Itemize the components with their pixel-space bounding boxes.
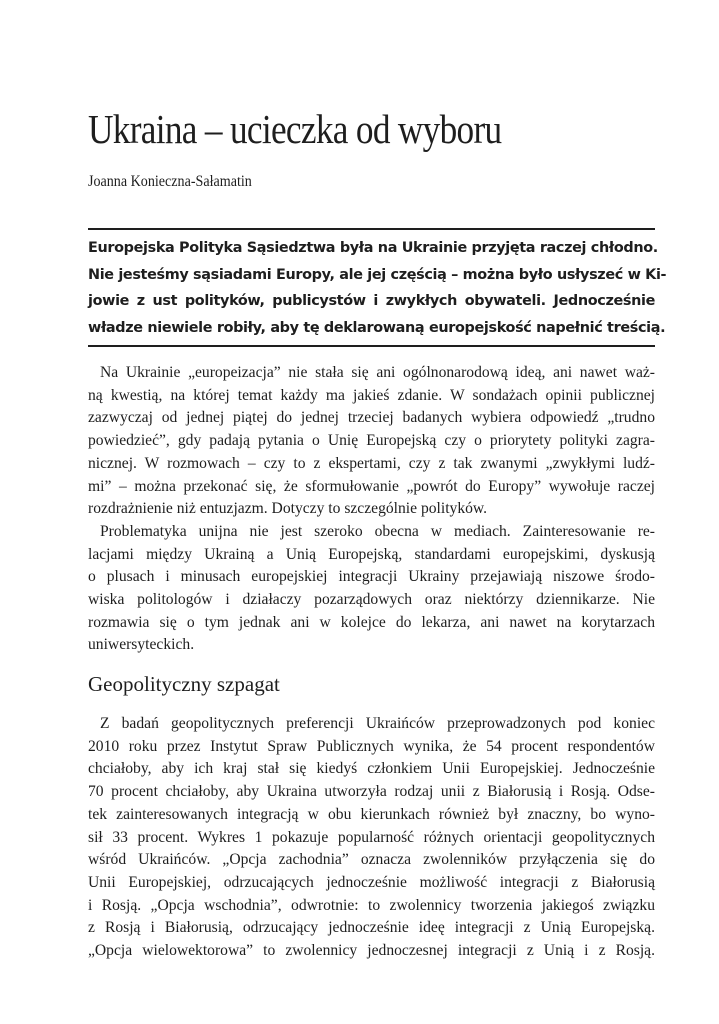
- paragraph-line: 70 procent chciałoby, aby Ukraina utworzyła rodzaj unii z Białorusią i Rosją. Odse-: [88, 783, 655, 801]
- abstract-line: jowie z ust polityków, publicystów i zwykłych obywateli. Jednocześnie: [88, 293, 655, 309]
- paragraph-line: Unii Europejskiej, odrzucających jednocześnie możliwość integracji z Białorusią: [88, 873, 655, 891]
- paragraph-line: zazwyczaj od jednej piątej do jednej trzeciej badanych wybiera odpowiedź „trudno: [88, 409, 655, 427]
- article-title: Ukraina – ucieczka od wyboru: [88, 106, 502, 152]
- paragraph-line: powiedzieć”, gdy padają pytania o Unię Europejską czy o priorytety polityki zagra-: [88, 432, 655, 450]
- abstract-top-rule: [88, 228, 655, 230]
- paragraph-line: wiska politologów i działaczy pozarządowych oraz niektórzy dziennikarze. Nie: [88, 591, 655, 609]
- paragraph-line: z Rosją i Białorusią, odrzucający jednocześnie ideę integracji z Unią Europejską.: [88, 919, 655, 937]
- paragraph-line: Na Ukrainie „europeizacja” nie stała się ani ogólnonarodową ideą, ani nawet waż-: [100, 364, 655, 381]
- section-body: [88, 713, 655, 963]
- section-heading: Geopolityczny szpagat: [88, 672, 280, 696]
- intro-body: [88, 362, 655, 657]
- paragraph-line: „Opcja wielowektorowa” to zwolennicy jednoczesnej integracji z Unią i z Rosją.: [88, 942, 655, 960]
- paragraph-line: nicznej. W rozmowach – czy to z ekspertami, czy z tak zwanymi „zwykłymi ludź-: [88, 454, 655, 472]
- paragraph-line: Z badań geopolitycznych preferencji Ukraińców przeprowadzonych pod koniec: [100, 715, 655, 732]
- paragraph-line: i Rosją. „Opcja wschodnia”, odwrotnie: to zwolennicy tworzenia jakiegoś związku: [88, 896, 655, 914]
- paragraph-line: Problematyka unijna nie jest szeroko obecna w mediach. Zainteresowanie re-: [100, 522, 655, 540]
- abstract-line: Nie jesteśmy sąsiadami Europy, ale jej częścią – można było usłyszeć w Ki-: [88, 266, 667, 283]
- paragraph-line: chciałoby, aby ich kraj stał się kiedyś członkiem Unii Europejskiej. Jednocześnie: [88, 760, 655, 778]
- article-abstract: [88, 235, 667, 341]
- abstract-line: władze niewiele robiły, aby tę deklarowaną europejskość napełnić treścią.: [88, 319, 666, 336]
- paragraph-line: ną kwestią, na której temat każdy ma jakieś zdanie. W sondażach opinii publicznej: [88, 386, 655, 404]
- paragraph-line: mi” – można przekonać się, że sformułowanie „powrót do Europy” wywołuje raczej: [88, 477, 655, 495]
- paragraph-line: tek zainteresowanych integracją w obu kierunkach również był znaczny, bo wyno-: [88, 805, 655, 823]
- paragraph-line: uniwersyteckich.: [88, 636, 195, 654]
- abstract-bottom-rule: [88, 345, 655, 347]
- paragraph-line: o plusach i minusach europejskiej integracji Ukrainy przejawiają niszowe środo-: [88, 568, 655, 586]
- article-author: Joanna Konieczna-Sałamatin: [88, 173, 252, 190]
- abstract-line: Europejska Polityka Sąsiedztwa była na Ukrainie przyjęta raczej chłodno.: [88, 240, 658, 256]
- paragraph-line: rozmawia się o tym jednak ani w kolejce do lekarza, ani nawet na korytarzach: [88, 613, 655, 631]
- paragraph-line: sił 33 procent. Wykres 1 pokazuje popularność różnych orientacji geopolitycznych: [88, 828, 655, 846]
- paragraph-line: rozdrażnienie niż entuzjazm. Dotyczy to szczególnie polityków.: [88, 500, 488, 518]
- paragraph-line: 2010 roku przez Instytut Spraw Publicznych wynika, że 54 procent respondentów: [88, 737, 655, 755]
- paragraph-line: wśród Ukraińców. „Opcja zachodnia” oznacza zwolenników przyłączenia się do: [88, 851, 655, 869]
- paragraph-line: lacjami między Ukrainą a Unią Europejską, standardami europejskimi, dyskusją: [88, 545, 655, 563]
